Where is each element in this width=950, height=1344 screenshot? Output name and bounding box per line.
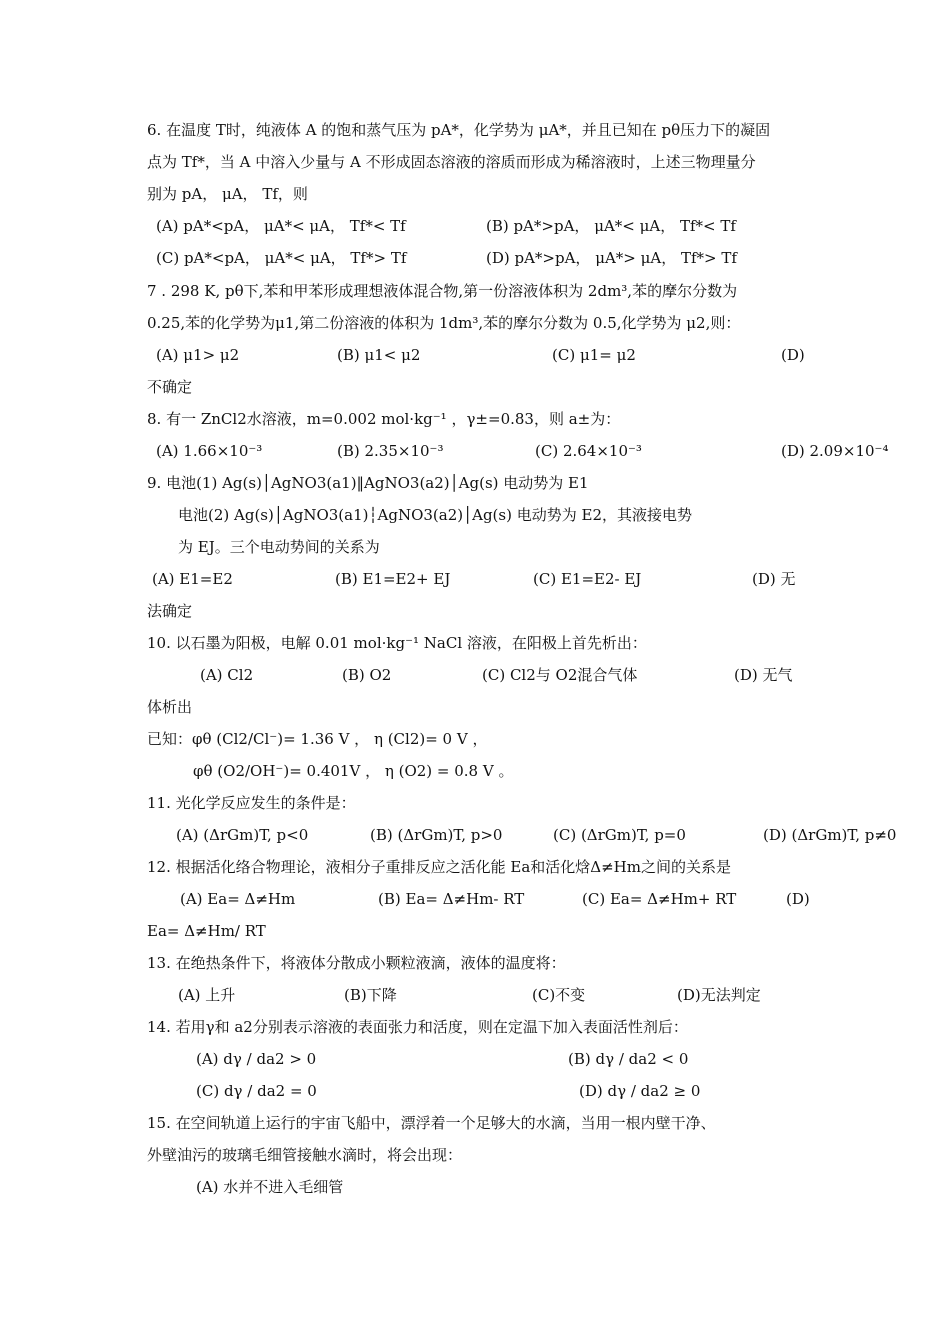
- q10-option-a: (A) Cl2: [200, 666, 254, 684]
- q7-option-a: (A) μ1> μ2: [156, 346, 240, 364]
- q9-line1: 9. 电池(1) Ag(s)│AgNO3(a1)‖AgNO3(a2)│Ag(s) 电动势为 E1: [147, 474, 589, 492]
- q9-line2: 电池(2) Ag(s)│AgNO3(a1)┆AgNO3(a2)│Ag(s) 电动势为 E2，其液接电势: [178, 506, 692, 524]
- q12-line1: 12. 根据活化络合物理论，液相分子重排反应之活化能 Ea和活化焓Δ≠Hm之间的关系是: [147, 858, 731, 876]
- q13-option-b: (B)下降: [344, 986, 397, 1004]
- q8-option-b: (B) 2.35×10⁻³: [337, 442, 444, 460]
- q12-option-d-cont: Ea= Δ≠Hm/ RT: [147, 922, 266, 940]
- q12-option-c: (C) Ea= Δ≠Hm+ RT: [582, 890, 737, 908]
- q7-option-d-cont: 不确定: [147, 378, 193, 396]
- q10-line1: 10. 以石墨为阳极，电解 0.01 mol·kg⁻¹ NaCl 溶液，在阳极上首先析出：: [147, 634, 647, 652]
- q14-option-a: (A) dγ / da2 > 0: [196, 1050, 317, 1068]
- q6-line2: 点为 Tf*，当 A 中溶入少量与 A 不形成固态溶液的溶质而形成为稀溶液时，上述三物理量分: [147, 153, 756, 171]
- q11-option-c: (C) (ΔrGm)T, p=0: [553, 826, 686, 844]
- q11-option-d: (D) (ΔrGm)T, p≠0: [763, 826, 897, 844]
- q13-option-c: (C)不变: [532, 986, 586, 1004]
- q14-option-c: (C) dγ / da2 = 0: [196, 1082, 317, 1100]
- q15-line1: 15. 在空间轨道上运行的宇宙飞船中，漂浮着一个足够大的水滴，当用一根内壁干净、: [147, 1114, 716, 1132]
- q9-option-d-cont: 法确定: [147, 602, 193, 620]
- q14-line1: 14. 若用γ和 a2分别表示溶液的表面张力和活度，则在定温下加入表面活性剂后：: [147, 1018, 688, 1036]
- q6-option-a: (A) pA*<pA， μA*< μA， Tf*< Tf: [156, 217, 406, 235]
- q13-option-d: (D)无法判定: [677, 986, 761, 1004]
- q12-option-d: (D): [786, 890, 810, 908]
- q8-option-a: (A) 1.66×10⁻³: [156, 442, 263, 460]
- q6-line3: 别为 pA， μA， Tf，则: [147, 185, 308, 203]
- q9-option-c: (C) E1=E2- EJ: [533, 570, 642, 588]
- q11-option-b: (B) (ΔrGm)T, p>0: [370, 826, 503, 844]
- q13-option-a: (A) 上升: [178, 986, 236, 1004]
- q12-option-a: (A) Ea= Δ≠Hm: [180, 890, 296, 908]
- q7-line2: 0.25,苯的化学势为μ1,第二份溶液的体积为 1dm³,苯的摩尔分数为 0.5,化学势为 μ2,则：: [147, 314, 741, 332]
- q14-option-d: (D) dγ / da2 ≥ 0: [579, 1082, 701, 1100]
- q14-option-b: (B) dγ / da2 < 0: [568, 1050, 689, 1068]
- q7-line1: 7 . 298 K, pθ下,苯和甲苯形成理想液体混合物,第一份溶液体积为 2dm³,苯的摩尔分数为: [147, 282, 738, 300]
- q9-line3: 为 EJ。三个电动势间的关系为: [178, 538, 380, 556]
- q6-option-d: (D) pA*>pA， μA*> μA， Tf*> Tf: [486, 249, 737, 267]
- q10-option-c: (C) Cl2与 O2混合气体: [482, 666, 638, 684]
- q15-line2: 外壁油污的玻璃毛细管接触水滴时，将会出现：: [147, 1146, 463, 1164]
- q11-option-a: (A) (ΔrGm)T, p<0: [176, 826, 309, 844]
- q9-option-a: (A) E1=E2: [152, 570, 233, 588]
- q8-line1: 8. 有一 ZnCl2水溶液，m=0.002 mol·kg⁻¹ ，γ±=0.83，则 a±为：: [147, 410, 621, 428]
- q7-option-b: (B) μ1< μ2: [337, 346, 421, 364]
- q7-option-d: (D): [781, 346, 805, 364]
- q10-option-d: (D) 无气: [734, 666, 793, 684]
- q10-known-2: φθ (O2/OH⁻)= 0.401V ， η (O2) = 0.8 V 。: [193, 762, 514, 780]
- q9-option-d: (D) 无: [752, 570, 796, 588]
- q10-option-b: (B) O2: [342, 666, 392, 684]
- q13-line1: 13. 在绝热条件下，将液体分散成小颗粒液滴，液体的温度将：: [147, 954, 566, 972]
- q11-line1: 11. 光化学反应发生的条件是：: [147, 794, 356, 812]
- q15-option-a: (A) 水并不进入毛细管: [196, 1178, 344, 1196]
- q12-option-b: (B) Ea= Δ≠Hm- RT: [378, 890, 525, 908]
- q6-line1: 6. 在温度 T时，纯液体 A 的饱和蒸气压为 pA*，化学势为 μA*，并且已知在 pθ压力下的凝固: [147, 121, 771, 139]
- q6-option-b: (B) pA*>pA， μA*< μA， Tf*< Tf: [486, 217, 736, 235]
- q8-option-c: (C) 2.64×10⁻³: [535, 442, 642, 460]
- q7-option-c: (C) μ1= μ2: [552, 346, 636, 364]
- q10-known-1: 已知：φθ (Cl2/Cl⁻)= 1.36 V ， η (Cl2)= 0 V ，: [147, 730, 488, 748]
- q8-option-d: (D) 2.09×10⁻⁴: [781, 442, 889, 460]
- q9-option-b: (B) E1=E2+ EJ: [335, 570, 451, 588]
- q6-option-c: (C) pA*<pA， μA*< μA， Tf*> Tf: [156, 249, 407, 267]
- q10-option-d-cont: 体析出: [147, 698, 193, 716]
